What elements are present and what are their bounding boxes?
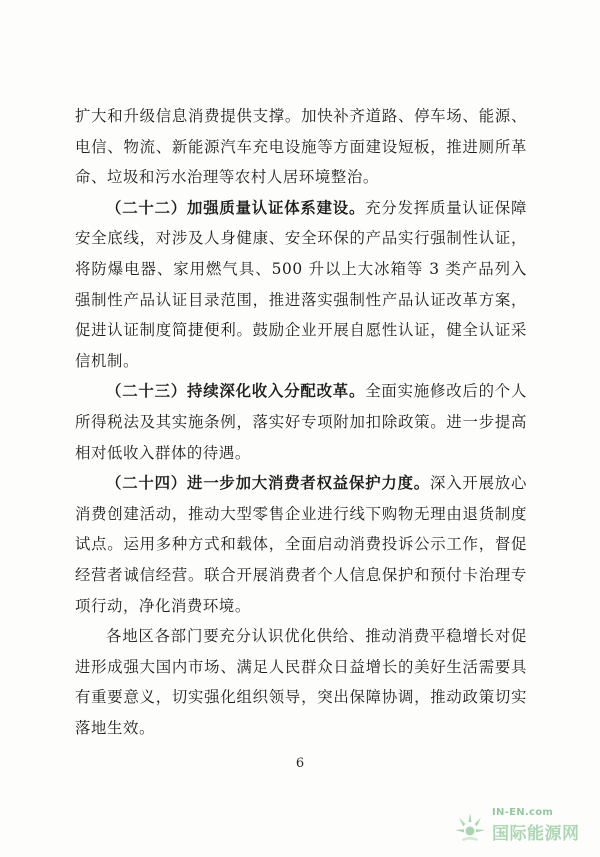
paragraph-2 <box>75 193 527 377</box>
paragraph-4 <box>75 468 527 621</box>
watermark <box>452 803 597 853</box>
paragraph-2-text: 充分发挥质量认证保障安全底线，对涉及人身健康、安全环保的产品实行强制性认证，将防爆电器、家用燃气具、500 升以上大冰箱等 3 类产品列入强制性产品认证目录范围，推进落实强制性产品认证改革方案，促进认证制度简捷便利。鼓励企业开展自愿性认证，健全认证采信机制。 <box>75 198 527 370</box>
paragraph-5-text: 各地区各部门要充分认识优化供给、推动消费平稳增长对促进形成强大国内市场、满足人民群众日益增长的美好生活需要具有重要意义，切实强化组织领导，突出保障协调，推动政策切实落地生效。 <box>75 627 527 737</box>
page-number: 6 <box>295 756 305 771</box>
paragraph-5 <box>75 621 527 743</box>
watermark-domain: IN-EN.com <box>492 807 554 818</box>
paragraph-4-lead: （二十四）进一步加大消费者权益保护力度。 <box>106 474 430 493</box>
paragraph-4-text: 深入开展放心消费创建活动，推动大型零售企业进行线下购物无理由退货制度试点。运用多种方式和载体，全面启动消费投诉公示工作，督促经营者诚信经营。联合开展消费者个人信息保护和预付卡治理专项行动，净化消费环境。 <box>75 474 527 615</box>
sunburst-logo-icon <box>452 809 488 845</box>
paragraph-3 <box>75 376 527 468</box>
paragraph-1 <box>75 101 527 193</box>
paragraph-2-lead: （二十二）加强质量认证体系建设。 <box>106 198 366 217</box>
document-body <box>75 101 527 743</box>
paragraph-3-lead: （二十三）持续深化收入分配改革。 <box>106 382 366 401</box>
paragraph-1-text: 扩大和升级信息消费提供支撑。加快补齐道路、停车场、能源、电信、物流、新能源汽车充电设施等方面建设短板，推进厕所革命、垃圾和污水治理等农村人居环境整治。 <box>75 107 527 187</box>
paragraph-3-text: 全面实施修改后的个人所得税法及其实施条例，落实好专项附加扣除政策。进一步提高相对低收入群体的待遇。 <box>75 382 527 462</box>
watermark-name: 国际能源网 <box>492 824 580 844</box>
